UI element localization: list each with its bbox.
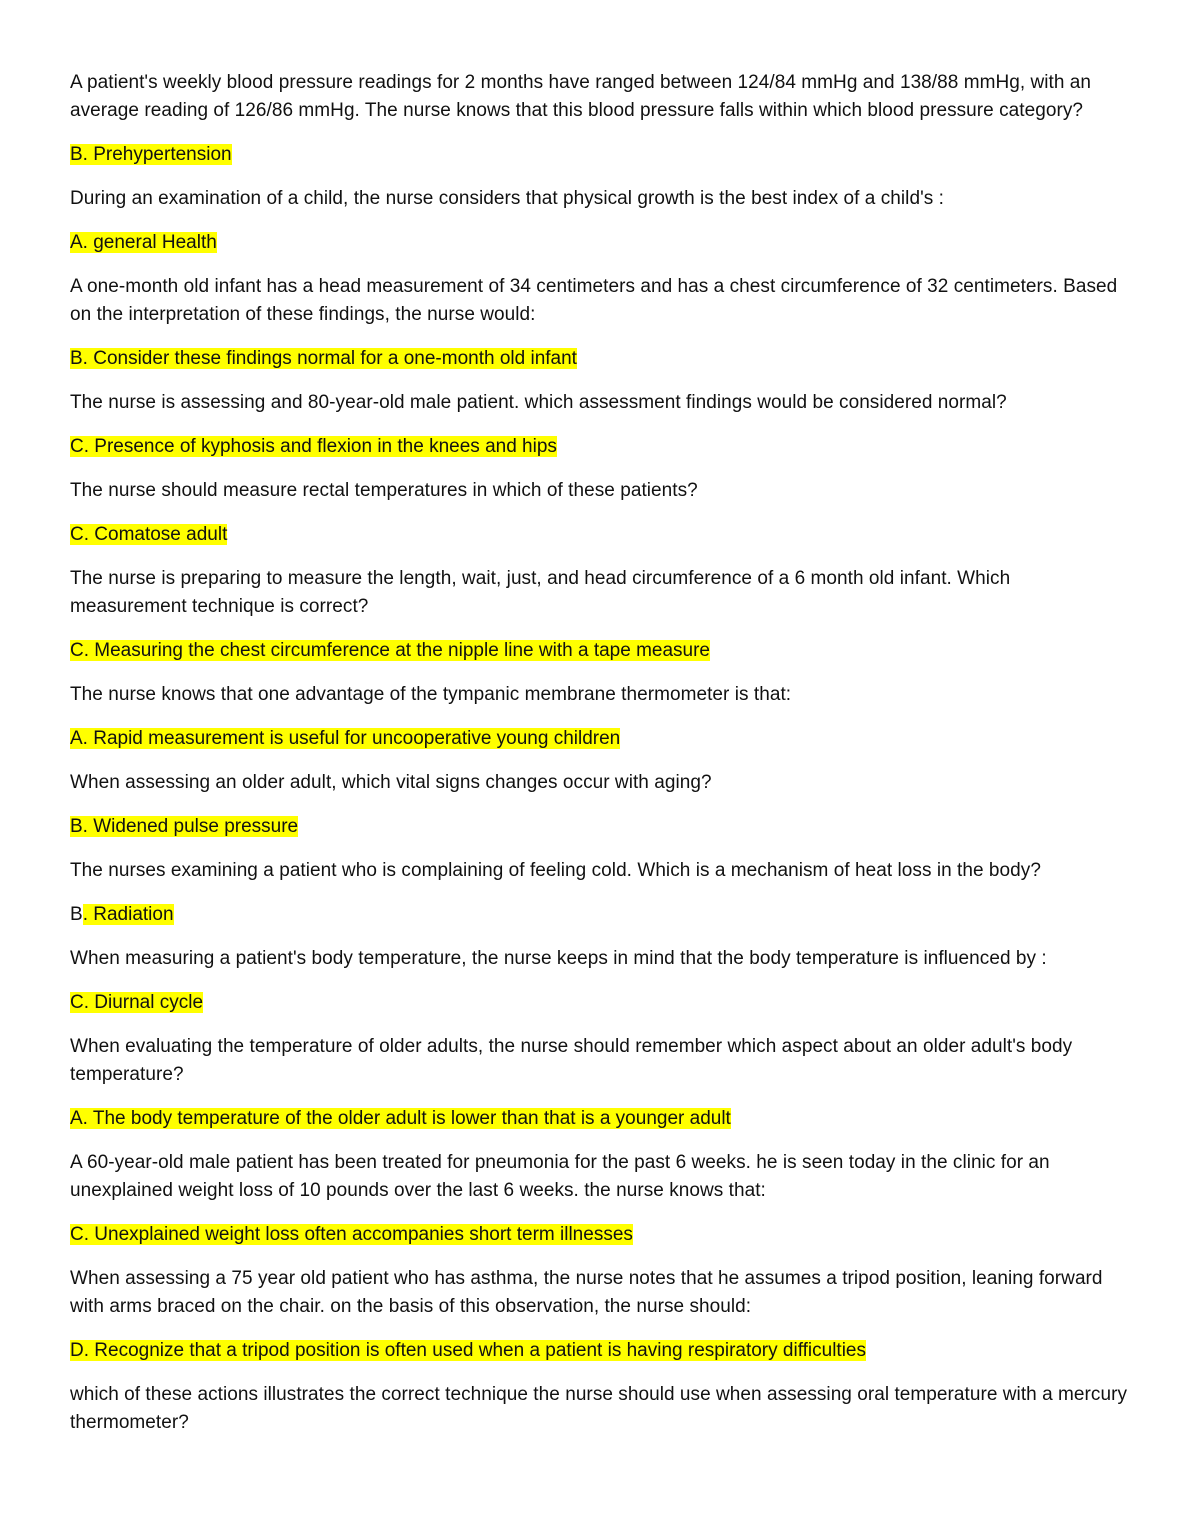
answer-9-highlight: . Radiation [82,904,174,925]
question-10: When measuring a patient's body temperature, the nurse keeps in mind that the body temperature is influenced by : [70,948,1047,969]
question-13: When assessing a 75 year old patient who has asthma, the nurse notes that he assumes a tripod position, leaning forward with arms braced on the chair. on the basis of this observation, the nurse should: [70,1268,1103,1317]
question-5: The nurse should measure rectal temperatures in which of these patients? [70,480,698,501]
answer-13 [70,1337,1130,1365]
question-8: When assessing an older adult, which vital signs changes occur with aging? [70,772,712,793]
answer-11 [70,1105,1130,1133]
answer-8-highlight: B. Widened pulse pressure [70,816,299,837]
answer-6 [70,637,1130,665]
answer-5-highlight: C. Comatose adult [70,524,228,545]
question-6: The nurse is preparing to measure the length, wait, just, and head circumference of a 6 month old infant. Which measurement technique is correct? [70,568,1011,617]
answer-7 [70,725,1130,753]
document-page [70,69,1130,1437]
answer-13-highlight: D. Recognize that a tripod position is often used when a patient is having respiratory difficulties [70,1340,866,1361]
answer-10 [70,989,1130,1017]
answer-9-prefix: B [70,904,83,925]
question-4: The nurse is assessing and 80-year-old male patient. which assessment findings would be considered normal? [70,392,1007,413]
answer-4 [70,433,1130,461]
question-14: which of these actions illustrates the correct technique the nurse should use when assessing oral temperature with a mercury thermometer? [70,1384,1128,1433]
answer-3-highlight: B. Consider these findings normal for a one-month old infant [70,348,577,369]
answer-9 [70,901,1130,929]
answer-7-highlight: A. Rapid measurement is useful for uncooperative young children [70,728,621,749]
question-2: During an examination of a child, the nurse considers that physical growth is the best index of a child's : [70,188,944,209]
answer-1-highlight: B. Prehypertension [70,144,232,165]
question-12: A 60-year-old male patient has been treated for pneumonia for the past 6 weeks. he is seen today in the clinic for an unexplained weight loss of 10 pounds over the last 6 weeks. the nurse knows that: [70,1152,1050,1201]
answer-2-highlight: A. general Health [70,232,217,253]
answer-4-highlight: C. Presence of kyphosis and flexion in the knees and hips [70,436,557,457]
answer-8 [70,813,1130,841]
answer-2 [70,229,1130,257]
question-9: The nurses examining a patient who is complaining of feeling cold. Which is a mechanism of heat loss in the body? [70,860,1041,881]
answer-10-highlight: C. Diurnal cycle [70,992,204,1013]
answer-6-highlight: C. Measuring the chest circumference at the nipple line with a tape measure [70,640,710,661]
answer-12-highlight: C. Unexplained weight loss often accompanies short term illnesses [70,1224,633,1245]
answer-3 [70,345,1130,373]
answer-11-highlight: A. The body temperature of the older adult is lower than that is a younger adult [70,1108,731,1129]
answer-1 [70,141,1130,169]
question-11: When evaluating the temperature of older adults, the nurse should remember which aspect about an older adult's body temperature? [70,1036,1073,1085]
question-1: A patient's weekly blood pressure readings for 2 months have ranged between 124/84 mmHg and 138/88 mmHg, with an average reading of 126/86 mmHg. The nurse knows that this blood pressure falls within which blood pressure category? [70,72,1092,121]
question-7: The nurse knows that one advantage of the tympanic membrane thermometer is that: [70,684,792,705]
answer-5 [70,521,1130,549]
answer-12 [70,1221,1130,1249]
question-3: A one-month old infant has a head measurement of 34 centimeters and has a chest circumference of 32 centimeters. Based on the interpretation of these findings, the nurse would: [70,276,1118,325]
